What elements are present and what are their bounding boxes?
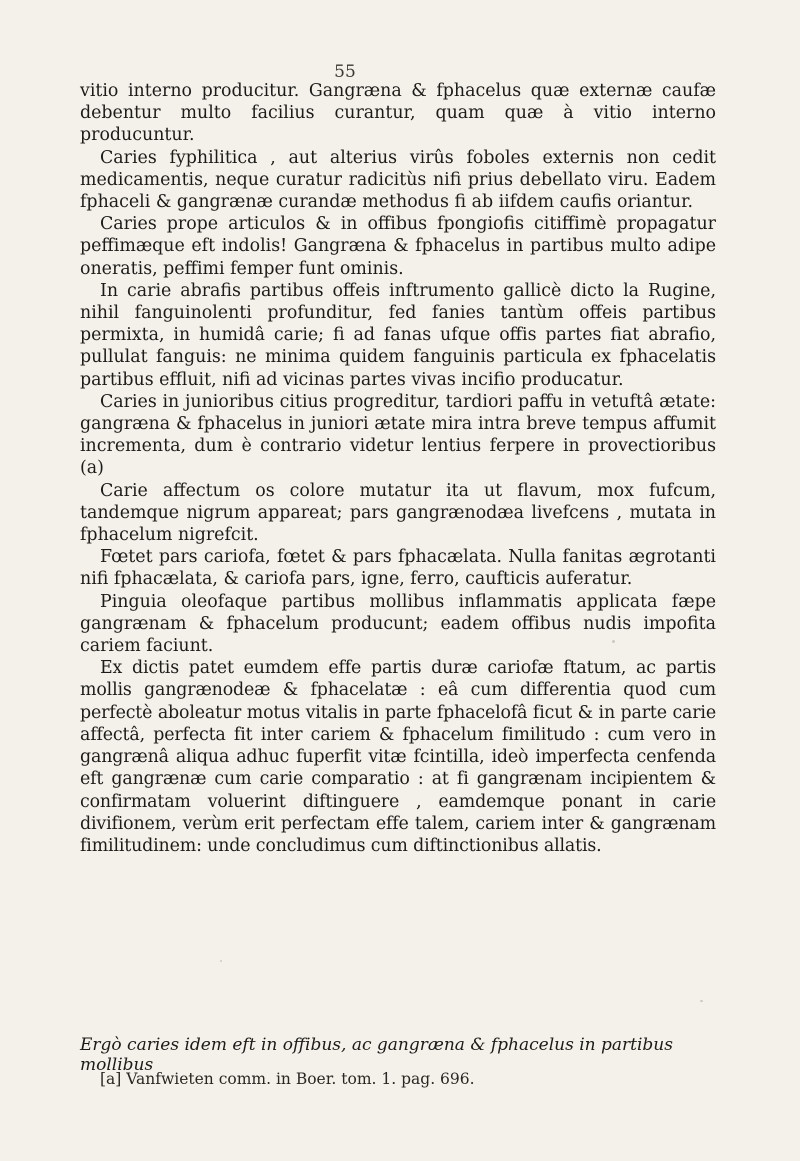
paragraph-9: Ex dictis patet eumdem effe partis duræ cariofæ ftatum, ac partis mollis gangrænodeæ & fphacelatæ : eâ cum differentia quod cum perfectè aboleatur motus vitalis in parte fphacelofâ ficut & in parte carie affectâ, perfecta fit inter cariem & fphacelum fimilitudo : cum vero in gangrænâ aliqua adhuc fuperfit vitæ fcintilla, ideò imperfecta cenfenda eft gangrænæ cum carie comparatio : at fi gangrænam incipientem & confirmatam voluerint diftinguere , eamdemque ponant in carie divifionem, verùm erit perfectam effe talem, cariem inter & gangrænam fimilitudinem: unde concludimus cum diftinctionibus allatis. xyxy=(80,658,716,856)
running-line: Ergò caries idem eft in offibus, ac gangræna & fphacelus in partibus mollibus xyxy=(80,1035,673,1075)
page-number: 55 xyxy=(334,62,356,82)
paragraph-5: Caries in junioribus citius progreditur, tardiori paffu in vetuftâ ætate: gangræna & fphacelus in juniori ætate mira intra breve tempus affumit incrementa, dum è contrario videtur lentius ferpere in provectioribus (a) xyxy=(80,391,716,479)
footnote: [a] Vanfwieten comm. in Boer. tom. 1. pag. 696. xyxy=(100,1070,475,1088)
paragraph-4: In carie abrafis partibus offeis inftrumento gallicè dicto la Rugine, nihil fanguinolenti profunditur, fed fanies tantùm offeis partibus permixta, in humidâ carie; fi ad fanas ufque offis partes fiat abrafio, pullulat fanguis: ne minima quidem fanguinis particula ex fphacelatis partibus effluit, nifi ad vicinas partes vivas incifio producatur. xyxy=(80,280,716,390)
paragraph-6: Carie affectum os colore mutatur ita ut flavum, mox fufcum, tandemque nigrum appareat; pars gangrænodæa livefcens , mutata in fphacelum nigrefcit. xyxy=(80,480,716,546)
paragraph-8: Pinguia oleofaque partibus mollibus inflammatis applicata fæpe gangrænam & fphacelum producunt; eadem offibus nudis impofita cariem faciunt. xyxy=(80,591,716,657)
paragraph-2: Caries fyphilitica , aut alterius virûs foboles externis non cedit medicamentis, neque curatur radicitùs nifi prius debellato viru. Eadem fphaceli & gangrænæ curandæ methodus fi ab iifdem caufis oriantur. xyxy=(80,147,716,213)
paragraph-3: Caries prope articulos & in offibus fpongiofis citiffimè propagatur peffimæque eft indolis! Gangræna & fphacelus in partibus multo adipe oneratis, peffimi femper funt ominis. xyxy=(80,214,716,279)
paper-speck xyxy=(612,640,615,643)
paragraph-1: vitio interno producitur. Gangræna & fphacelus quæ externæ caufæ debentur multo facilius curantur, quam quæ à vitio interno producuntur. xyxy=(80,81,716,146)
body-text xyxy=(80,80,716,857)
paper-speck xyxy=(700,1000,703,1002)
paper-speck xyxy=(220,960,222,962)
paragraph-7: Fœtet pars cariofa, fœtet & pars fphacælata. Nulla fanitas ægrotanti nifi fphacælata, & cariofa pars, igne, ferro, caufticis auferatur. xyxy=(80,547,716,590)
